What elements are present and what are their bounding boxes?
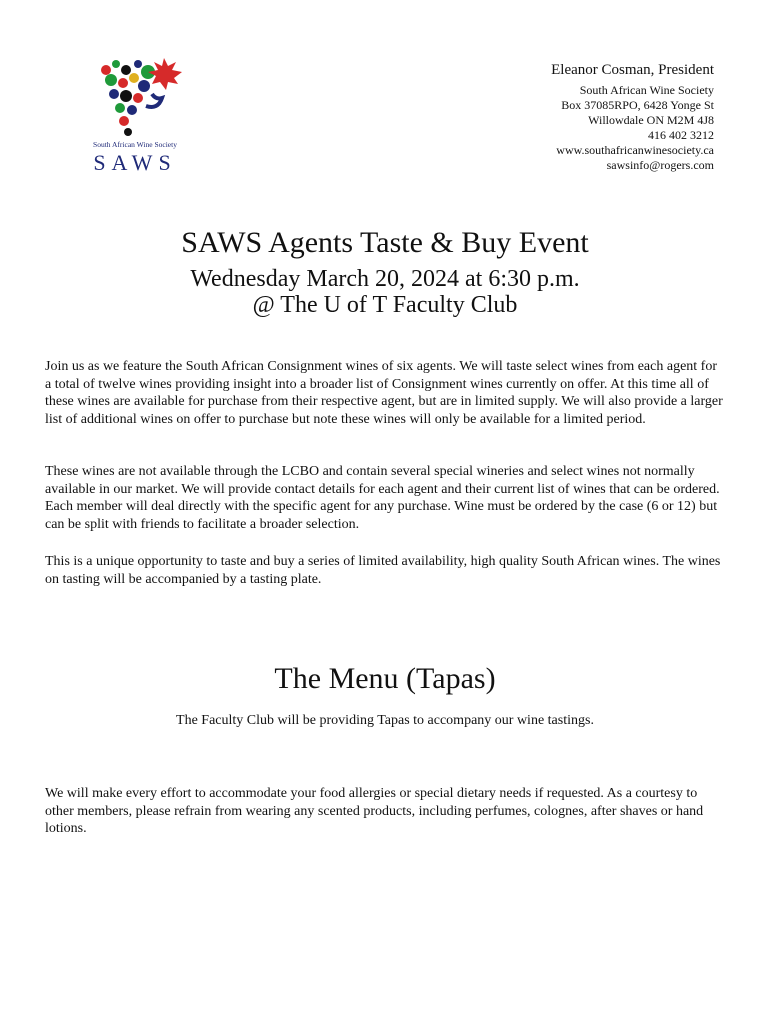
logo-tagline: South African Wine Society: [93, 140, 177, 149]
grape-cluster-icon: [86, 50, 186, 142]
contact-email[interactable]: sawsinfo@rogers.com: [606, 158, 714, 172]
contact-block: [551, 62, 714, 173]
saws-logo: [76, 50, 194, 180]
event-venue: @ The U of T Faculty Club: [252, 292, 518, 318]
allergy-note: We will make every effort to accommodate your food allergies or special dietary needs if requested. As a courtesy to other members, please refrain from wearing any scented products, including perfumes, colognes, after shaves or hand lotions.: [45, 786, 704, 837]
body-paragraph-1: Join us as we feature the South African Consignment wines of six agents. We will taste select wines from each agent for a total of twelve wines providing insight into a broader list of Consignment wines currently on offer. At this time all of these wines are available for purchase from their respective agent, but are in limited supply. We will also provide a larger list of additional wines on offer to purchase but note these wines will only be available for a limited period.: [45, 359, 723, 427]
event-date: Wednesday March 20, 2024 at 6:30 p.m.: [190, 266, 580, 292]
body-paragraph-2: These wines are not available through the LCBO and contain several special wineries and select wines not normally available in our market. We will provide contact details for each agent and their current list of wines that can be ordered. Each member will deal directly with the specific agent for any purchase. Wine must be ordered by the case (6 or 12) but can be split with friends to facilitate a broader selection.: [45, 464, 720, 532]
contact-website[interactable]: www.southafricanwinesociety.ca: [556, 143, 714, 157]
menu-title: The Menu (Tapas): [274, 662, 496, 695]
contact-address-1: Box 37085RPO, 6428 Yonge St: [561, 98, 714, 112]
contact-address-2: Willowdale ON M2M 4J8: [588, 113, 714, 127]
event-title: SAWS Agents Taste & Buy Event: [181, 226, 589, 259]
contact-phone: 416 402 3212: [648, 128, 714, 142]
body-paragraph-3: This is a unique opportunity to taste and buy a series of limited availability, high quality South African wines. The wines on tasting will be accompanied by a tasting plate.: [45, 554, 721, 587]
contact-org: South African Wine Society: [579, 83, 714, 97]
contact-name: Eleanor Cosman, President: [551, 62, 714, 78]
menu-subtitle: The Faculty Club will be providing Tapas to accompany our wine tastings.: [176, 713, 594, 728]
logo-wordmark: SAWS: [93, 150, 177, 175]
